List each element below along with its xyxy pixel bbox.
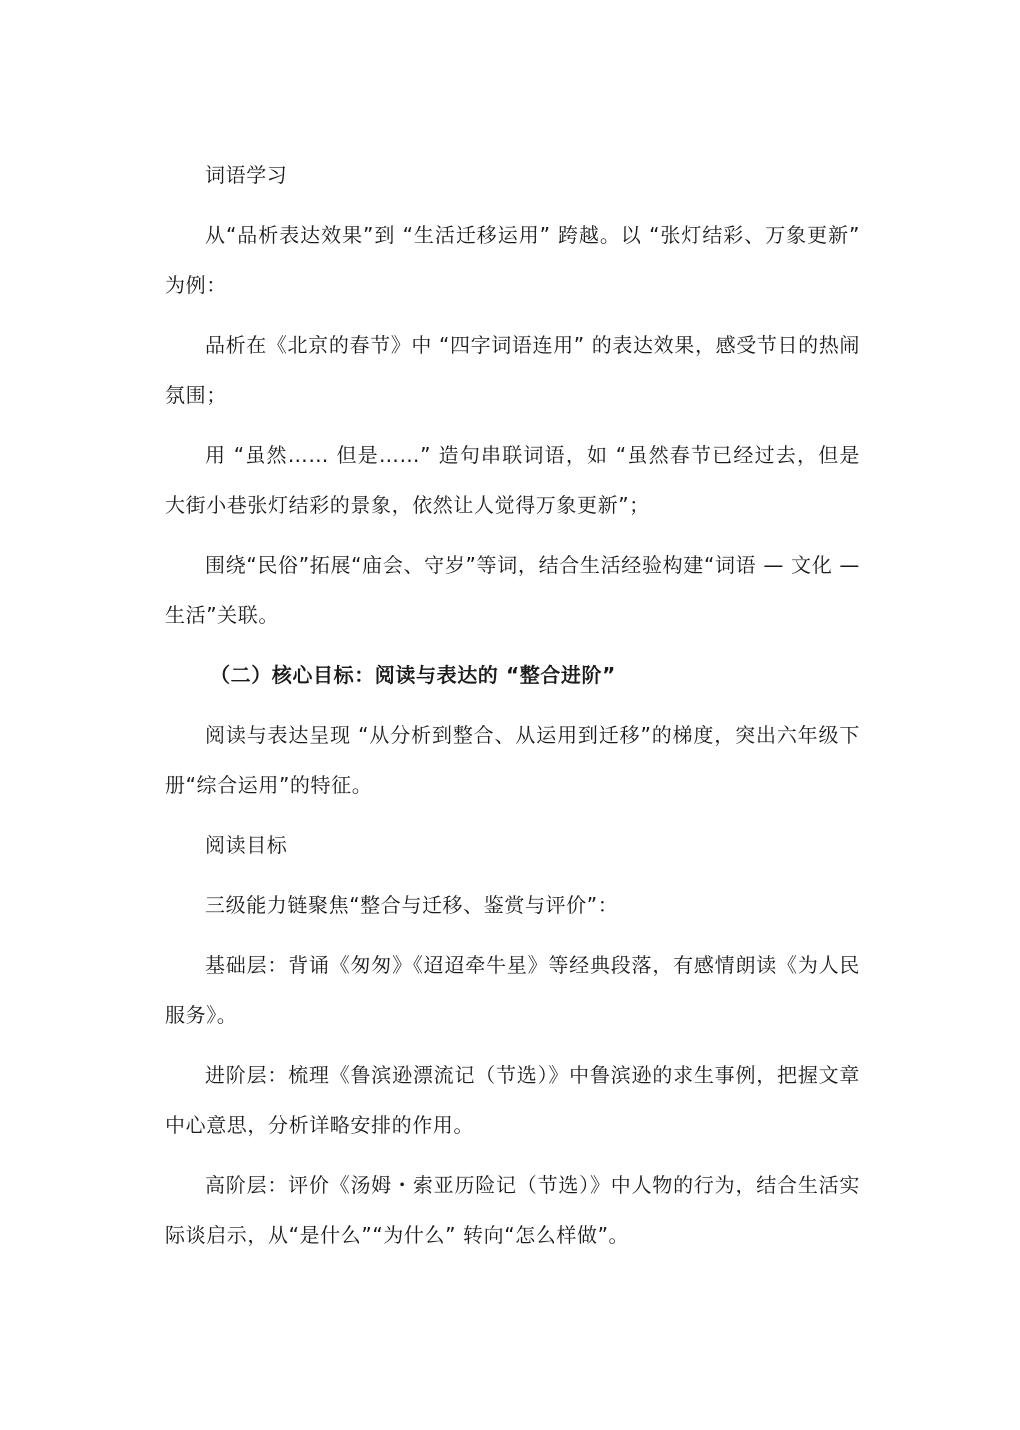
vocabulary-intro-paragraph: 从“品析表达效果”到 “生活迁移运用” 跨越。以 “张灯结彩、万象更新” 为例： (165, 223, 860, 297)
vocabulary-folklore-paragraph: 围绕“民俗”拓展“庙会、守岁”等词，结合生活经验构建“词语 — 文化 — 生活”关联。 (165, 553, 860, 627)
vocabulary-analysis-paragraph: 品析在《北京的春节》中 “四字词语连用” 的表达效果，感受节日的热闹氛围； (165, 333, 860, 407)
section-title-vocabulary: 词语学习 (205, 163, 288, 187)
core-goal-heading: （二）核心目标：阅读与表达的 “整合进阶” (210, 663, 616, 687)
section-title-reading: 阅读目标 (205, 833, 288, 857)
ability-chain-paragraph: 三级能力链聚焦“整合与迁移、鉴赏与评价”： (205, 893, 619, 917)
document-body (165, 150, 860, 1260)
core-goal-paragraph: 阅读与表达呈现 “从分析到整合、从运用到迁移”的梯度，突出六年级下册“综合运用”的特征。 (165, 723, 860, 797)
high-level-paragraph: 高阶层：评价《汤姆・索亚历险记（节选）》中人物的行为，结合生活实际谈启示，从“是什么”“为什么” 转向“怎么样做”。 (165, 1173, 860, 1247)
vocabulary-sentence-paragraph: 用 “虽然…… 但是……” 造句串联词语，如 “虽然春节已经过去，但是大街小巷张灯结彩的景象，依然让人觉得万象更新”； (165, 443, 860, 517)
advanced-level-paragraph: 进阶层：梳理《鲁滨逊漂流记（节选）》中鲁滨逊的求生事例，把握文章中心意思，分析详略安排的作用。 (165, 1063, 860, 1137)
basic-level-paragraph: 基础层：背诵《匆匆》《迢迢牵牛星》等经典段落，有感情朗读《为人民服务》。 (165, 953, 860, 1027)
